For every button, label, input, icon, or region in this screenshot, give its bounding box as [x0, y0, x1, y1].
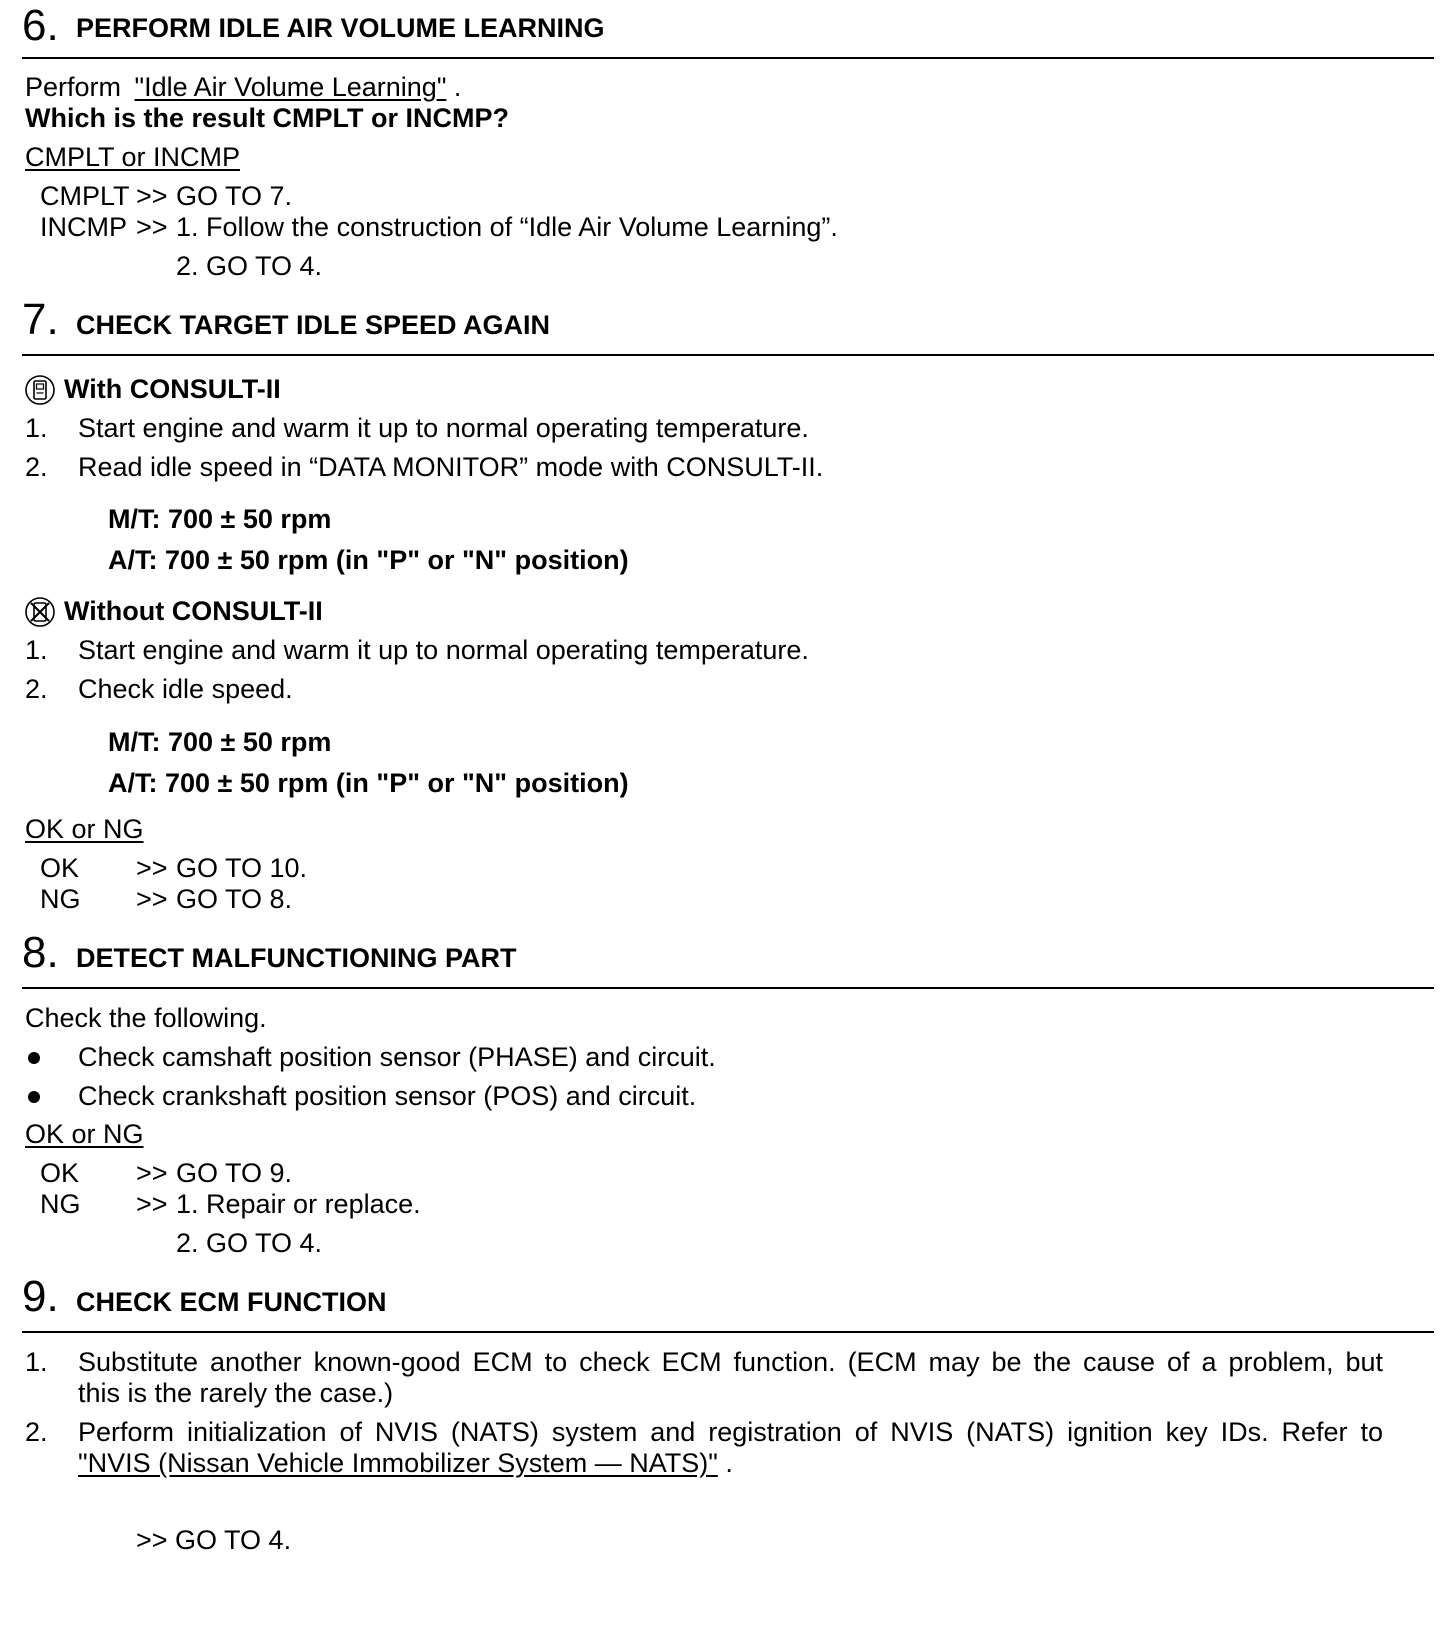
result-key: OK — [40, 1158, 80, 1188]
section-divider — [22, 987, 1434, 989]
reference-suffix: . — [725, 1448, 733, 1478]
spec-at: A/T: 700 ± 50 rpm (in "P" or "N" position) — [108, 768, 629, 798]
step-9-final-action: >> GO TO 4. — [136, 1525, 292, 1555]
result-arrow: >> — [136, 884, 168, 914]
result-arrow: >> — [136, 1158, 168, 1188]
result-key: NG — [40, 884, 81, 914]
list-marker: 1. — [25, 413, 48, 443]
result-action: 1. Repair or replace. — [176, 1189, 421, 1219]
result-action: GO TO 10. — [176, 853, 308, 883]
list-item-line: Perform initialization of NVIS (NATS) system and registration of NVIS (NATS) ignition key IDs. Refer to — [78, 1417, 1383, 1447]
result-action: 1. Follow the construction of “Idle Air Volume Learning”. — [176, 212, 838, 242]
list-item: Check idle speed. — [78, 674, 293, 704]
list-item: Read idle speed in “DATA MONITOR” mode with CONSULT-II. — [78, 452, 824, 482]
step-7-number: 7. — [22, 295, 59, 344]
result-action: GO TO 7. — [176, 181, 293, 211]
perform-suffix: . — [453, 72, 462, 102]
result-action: GO TO 8. — [176, 884, 293, 914]
step-8-intro: Check the following. — [25, 1003, 267, 1033]
step-6-question: Which is the result CMPLT or INCMP? — [25, 103, 510, 133]
step-8-number: 8. — [22, 928, 59, 977]
list-marker: 1. — [25, 635, 48, 665]
bullet-item: Check camshaft position sensor (PHASE) and circuit. — [78, 1042, 716, 1072]
step-6-result-header: CMPLT or INCMP — [25, 142, 241, 172]
list-marker: 2. — [25, 674, 48, 704]
bullet-marker — [28, 1091, 40, 1103]
step-6-number: 6. — [22, 1, 59, 50]
without-consult-label: Without CONSULT-II — [64, 596, 323, 626]
bullet-item: Check crankshaft position sensor (POS) and circuit. — [78, 1081, 697, 1111]
nvis-reference-line — [78, 1447, 733, 1479]
result-arrow: >> — [136, 1189, 168, 1219]
result-key: INCMP — [40, 212, 127, 242]
spec-mt: M/T: 700 ± 50 rpm — [108, 727, 332, 757]
with-consult-label: With CONSULT-II — [64, 374, 281, 404]
result-arrow: >> — [136, 853, 168, 883]
spec-at: A/T: 700 ± 50 rpm (in "P" or "N" position) — [108, 545, 629, 575]
idle-air-volume-learning-link[interactable]: "Idle Air Volume Learning" — [134, 72, 447, 102]
perform-line — [25, 71, 461, 103]
no-consult-tester-icon — [24, 596, 56, 628]
list-item: Start engine and warm it up to normal operating temperature. — [78, 635, 809, 665]
step-9-title: CHECK ECM FUNCTION — [76, 1287, 387, 1317]
step-8-result-header: OK or NG — [25, 1119, 144, 1149]
list-marker: 2. — [25, 452, 48, 482]
list-item-line: Substitute another known-good ECM to check ECM function. (ECM may be the cause of a problem, but — [78, 1347, 1383, 1377]
list-item: Start engine and warm it up to normal operating temperature. — [78, 413, 809, 443]
spec-mt: M/T: 700 ± 50 rpm — [108, 504, 332, 534]
consult-tester-icon — [24, 374, 56, 406]
bullet-marker — [28, 1052, 40, 1064]
result-key: NG — [40, 1189, 81, 1219]
section-divider — [22, 57, 1434, 59]
nvis-nats-link[interactable]: "NVIS (Nissan Vehicle Immobilizer System — NATS)" — [78, 1448, 718, 1478]
perform-prefix: Perform — [25, 72, 122, 102]
result-arrow: >> — [136, 212, 168, 242]
result-key: CMPLT — [40, 181, 130, 211]
step-7-title: CHECK TARGET IDLE SPEED AGAIN — [76, 310, 551, 340]
result-arrow: >> — [136, 181, 168, 211]
step-9-number: 9. — [22, 1272, 59, 1321]
section-divider — [22, 1331, 1434, 1333]
list-item-line: this is the rarely the case.) — [78, 1378, 394, 1408]
step-8-title: DETECT MALFUNCTIONING PART — [76, 943, 517, 973]
step-7-result-header: OK or NG — [25, 814, 144, 844]
section-divider — [22, 354, 1434, 356]
result-key: OK — [40, 853, 80, 883]
result-action-continued: 2. GO TO 4. — [176, 1228, 323, 1258]
step-6-title: PERFORM IDLE AIR VOLUME LEARNING — [76, 13, 605, 43]
list-marker: 2. — [25, 1417, 48, 1447]
list-marker: 1. — [25, 1347, 48, 1377]
result-action-continued: 2. GO TO 4. — [176, 251, 323, 281]
result-action: GO TO 9. — [176, 1158, 293, 1188]
